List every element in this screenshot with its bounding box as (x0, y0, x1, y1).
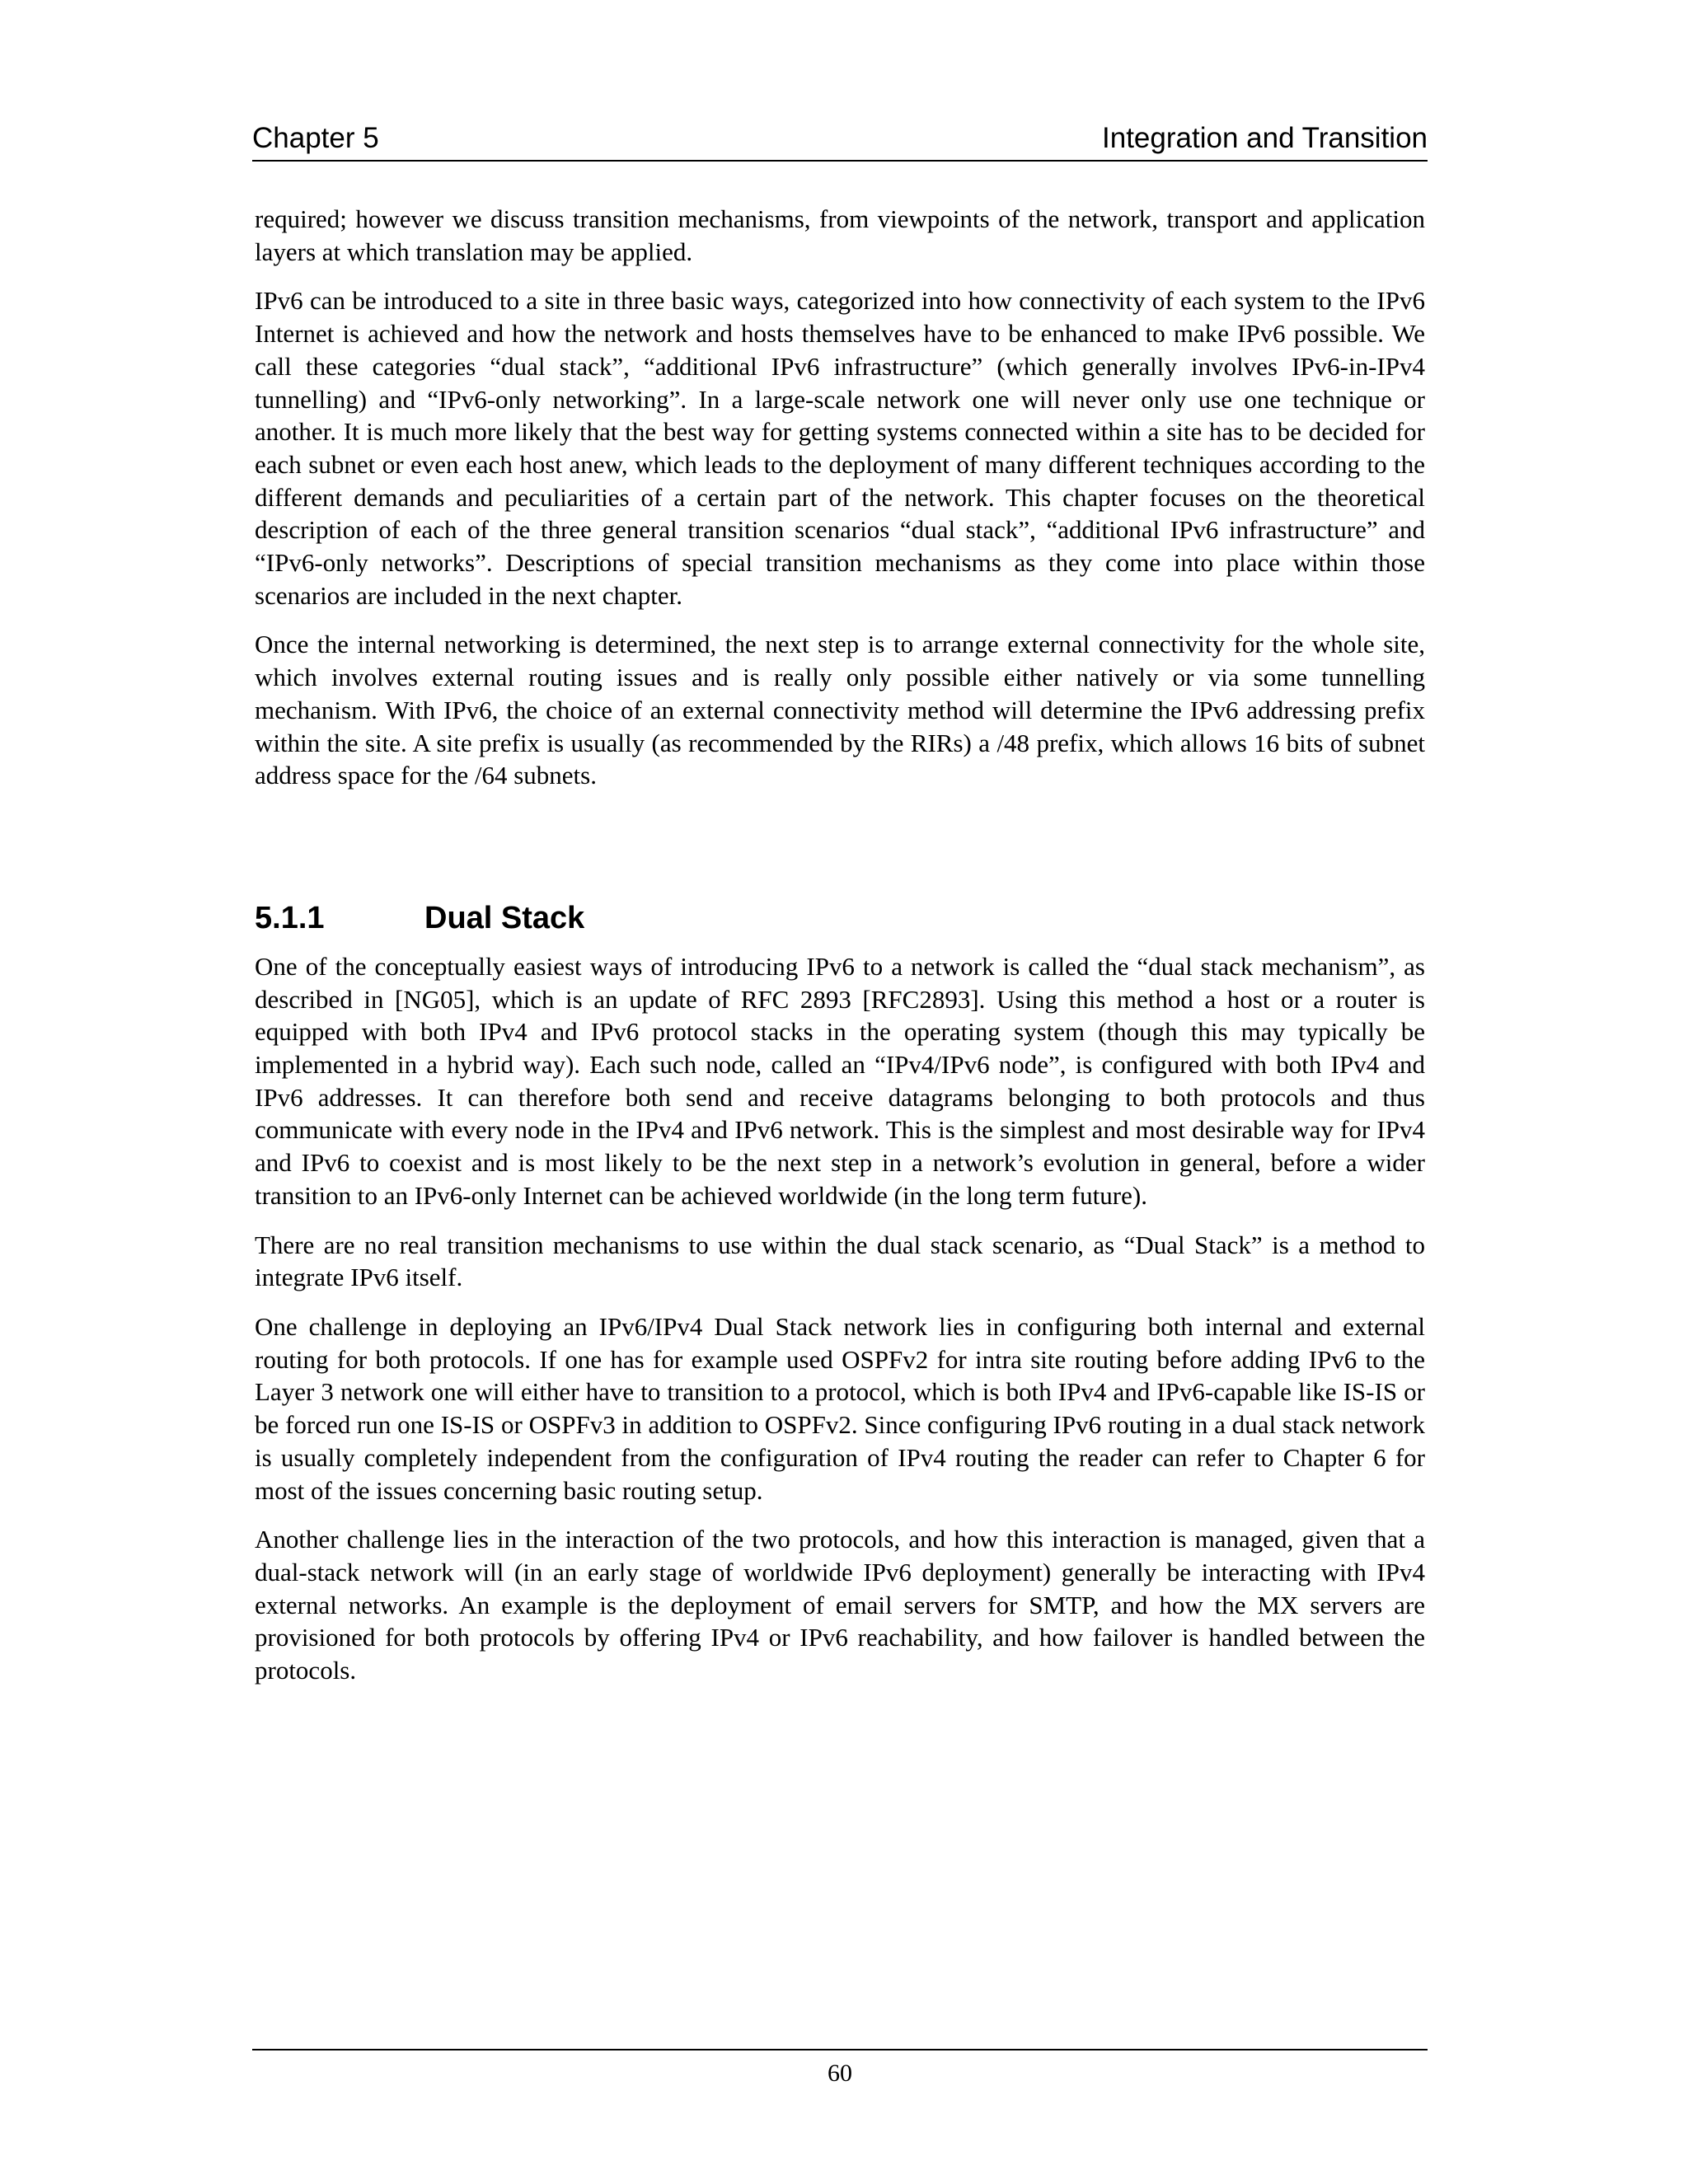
paragraph: One of the conceptually easiest ways of introducing IPv6 to a network is called the “dual stack mechanism”, as described in [NG05], which is an update of RFC 2893 [RFC2893]. Using this method a host or a router is equipped with both IPv4 and IPv6 protocol stacks in the operating system (though this may typically be implemented in a hybrid way). Each such node, called an “IPv4/IPv6 node”, is configured with both IPv4 and IPv6 addresses. It can therefore both send and receive datagrams belonging to both protocols and thus communicate with every node in the IPv4 and IPv6 network. This is the simplest and most desirable way for IPv4 and IPv6 to coexist and is most likely to be the next step in a network’s evolution in general, before a wider transition to an IPv6-only Internet can be achieved worldwide (in the long term future). (255, 951, 1425, 1210)
paragraph: required; however we discuss transition mechanisms, from viewpoints of the network, transport and application layers at which translation may be applied. (255, 204, 1425, 266)
section-title: Dual Stack (424, 900, 585, 935)
paragraph: Once the internal networking is determined, the next step is to arrange external connectivity for the whole site, which involves external routing issues and is really only possible either natively or via some tunnelling mechanism. With IPv6, the choice of an external connectivity method will determine the IPv6 addressing prefix within the site. A site prefix is usually (as recommended by the RIRs) a /48 prefix, which allows 16 bits of subnet address space for the /64 subnets. (255, 630, 1425, 790)
page-number: 60 (828, 2060, 852, 2087)
running-header (252, 120, 1428, 162)
paragraph: Another challenge lies in the interaction of the two protocols, and how this interaction is managed, given that a dual-stack network will (in an early stage of worldwide IPv6 deployment) generally be interacting with IPv4 external networks. An example is the deployment of email servers for SMTP, and how the MX servers are provisioned for both protocols by offering IPv4 or IPv6 reachability, and how failover is handled between the protocols. (255, 1525, 1425, 1685)
paragraph: IPv6 can be introduced to a site in three basic ways, categorized into how connectivity of each system to the IPv6 Internet is achieved and how the network and hosts themselves have to be enhanced to make IPv6 possible. We call these categories “dual stack”, “additional IPv6 infrastructure” (which generally involves IPv6-in-IPv4 tunnelling) and “IPv6-only networking”. In a large-scale network one will never only use one technique or another. It is much more likely that the best way for getting systems connected within a site has to be decided for each subnet or even each host anew, which leads to the deployment of many different techniques according to the different demands and peculiarities of a certain part of the network. This chapter focuses on the theoretical description of each of the three general transition scenarios “dual stack”, “additional IPv6 infrastructure” and “IPv6-only networks”. Descriptions of special transition mechanisms as they come into place within those scenarios are included in the next chapter. (255, 286, 1425, 610)
page-body (255, 203, 1425, 1687)
paragraph: One challenge in deploying an IPv6/IPv4 Dual Stack network lies in configuring both internal and external routing for both protocols. If one has for example used OSPFv2 for intra site routing before adding IPv6 to the Layer 3 network one will either have to transition to a protocol, which is both IPv4 and IPv6-capable like IS-IS or be forced run one IS-IS or OSPFv3 in addition to OSPFv2. Since configuring IPv6 routing in a dual stack network is usually completely independent from the configuration of IPv4 routing the reader can refer to Chapter 6 for most of the issues concerning basic routing setup. (255, 1311, 1425, 1505)
section-number: 5.1.1 (255, 900, 325, 935)
chapter-title: Integration and Transition (1102, 122, 1428, 154)
running-footer (252, 2049, 1428, 2088)
section-heading (255, 899, 1425, 937)
chapter-label: Chapter 5 (252, 122, 379, 154)
paragraph: There are no real transition mechanisms to use within the dual stack scenario, as “Dual Stack” is a method to integrate IPv6 itself. (255, 1230, 1425, 1292)
